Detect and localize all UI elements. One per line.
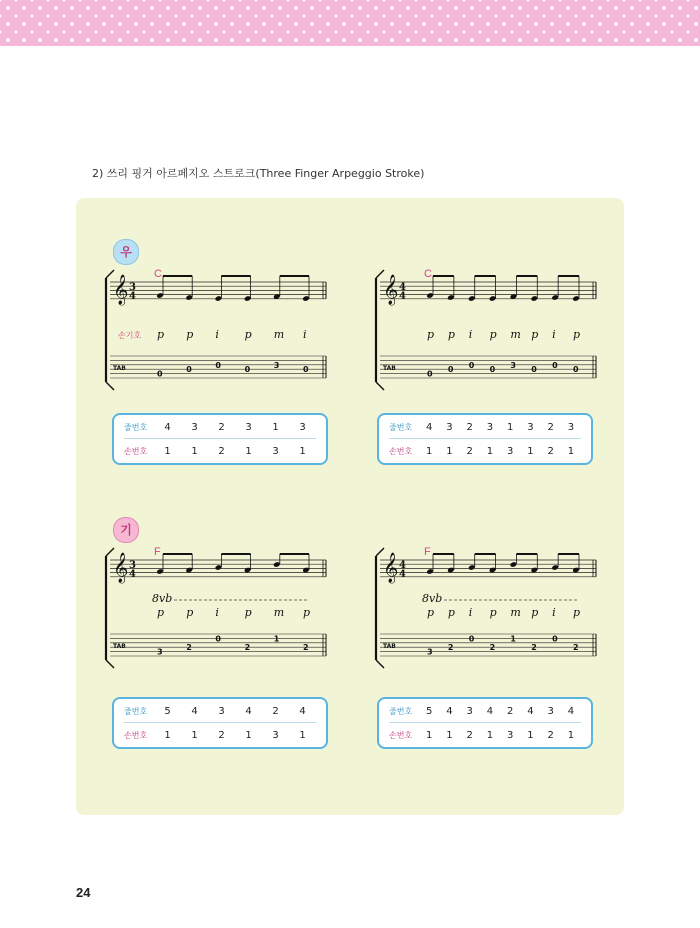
finger-value: 1 <box>245 445 252 457</box>
tab-number: 0 <box>157 369 163 379</box>
fret-value: 1 <box>506 421 514 433</box>
finger-value: 1 <box>527 445 534 457</box>
treble-clef-icon: 𝄞 <box>383 275 399 305</box>
tab-number: 0 <box>552 634 558 644</box>
tab-number: 0 <box>447 365 454 375</box>
score-exercise-3 <box>102 540 336 680</box>
fingering-table-4 <box>377 697 593 749</box>
time-signature-top: 3 <box>129 560 136 571</box>
fret-value: 2 <box>466 421 473 433</box>
fret-value: 4 <box>191 705 198 717</box>
treble-clef-icon: 𝄞 <box>383 553 399 583</box>
tab-number: 1 <box>273 634 280 644</box>
pick-letter: p <box>573 606 581 619</box>
fret-value: 3 <box>446 421 453 433</box>
finger-value: 1 <box>299 729 306 741</box>
pick-letter: p <box>157 606 165 619</box>
finger-value: 2 <box>466 445 473 457</box>
fret-value: 3 <box>567 421 575 433</box>
chord-name: F <box>424 546 431 558</box>
finger-value: 1 <box>299 445 306 457</box>
pick-letter: p <box>447 606 455 619</box>
finger-value: 1 <box>425 729 433 741</box>
fret-value: 4 <box>486 705 494 717</box>
tab-number: 1 <box>510 634 517 644</box>
tab-number: 2 <box>531 643 537 653</box>
time-signature-top: 4 <box>399 560 406 571</box>
pick-letter: p <box>427 606 435 619</box>
pick-letter: i <box>468 328 473 341</box>
finger-label: 손번호 <box>389 446 413 456</box>
tab-number: 3 <box>510 360 517 370</box>
finger-value: 3 <box>506 729 514 741</box>
finger-value: 1 <box>486 729 494 741</box>
finger-value: 2 <box>466 729 473 741</box>
pick-label: 손기호 <box>118 331 142 340</box>
fret-value: 3 <box>547 705 554 717</box>
pick-letter: i <box>215 606 219 619</box>
finger-label: 손번호 <box>124 446 148 456</box>
finger-value: 2 <box>218 445 225 457</box>
fret-value: 4 <box>425 421 433 433</box>
tab-number: 3 <box>157 647 163 657</box>
tab-number: 2 <box>303 643 309 653</box>
pick-letter: p <box>531 328 539 341</box>
fret-value: 3 <box>486 421 494 433</box>
time-signature-bottom: 4 <box>129 569 136 580</box>
pick-letter: p <box>303 606 311 619</box>
finger-value: 1 <box>164 445 171 457</box>
pick-letter: p <box>573 328 581 341</box>
bracket-hook <box>106 660 114 668</box>
pick-letter: p <box>447 328 455 341</box>
bracket-hook <box>376 382 384 390</box>
tab-number: 0 <box>531 365 537 375</box>
finger-value: 1 <box>527 729 534 741</box>
tab-number: 0 <box>186 365 192 375</box>
fret-value: 3 <box>466 705 473 717</box>
fret-value: 2 <box>272 705 279 717</box>
pick-letter: i <box>552 328 556 341</box>
pick-letter: p <box>489 606 497 619</box>
finger-value: 3 <box>272 729 279 741</box>
pick-letter: p <box>157 328 165 341</box>
chord-badge: 기 <box>113 517 139 543</box>
finger-row <box>389 440 581 462</box>
tab-number: 0 <box>489 365 496 375</box>
fret-value: 4 <box>527 705 534 717</box>
finger-label: 손번호 <box>389 730 413 740</box>
finger-value: 1 <box>425 445 433 457</box>
finger-value: 1 <box>486 445 494 457</box>
tab-number: 2 <box>489 643 496 653</box>
fret-value: 4 <box>164 421 171 433</box>
pick-letter: i <box>215 328 219 341</box>
fret-row <box>124 416 316 439</box>
pick-letter: m <box>510 606 521 619</box>
chord-name: C <box>154 268 162 280</box>
time-signature-top: 3 <box>129 282 136 293</box>
tab-number: 0 <box>215 634 221 644</box>
fret-value: 3 <box>527 421 534 433</box>
pick-letter: p <box>531 606 539 619</box>
time-signature-bottom: 4 <box>399 569 406 580</box>
bracket-hook <box>376 660 384 668</box>
score-exercise-2 <box>372 262 606 402</box>
tab-number: 3 <box>427 647 433 657</box>
fret-value: 3 <box>245 421 252 433</box>
score-exercise-1 <box>102 262 336 402</box>
fret-row <box>389 416 581 439</box>
fret-value: 2 <box>218 421 225 433</box>
octave-marking: 8vb <box>152 592 173 605</box>
fret-value: 3 <box>191 421 198 433</box>
tab-number: 0 <box>468 360 475 370</box>
fret-value: 2 <box>506 705 514 717</box>
chord-name: C <box>424 268 432 280</box>
tab-clef-icon: TAB <box>113 643 126 650</box>
tab-number: 2 <box>573 643 579 653</box>
finger-value: 3 <box>506 445 514 457</box>
chord-name: F <box>154 546 161 558</box>
time-signature-bottom: 4 <box>129 291 136 302</box>
tab-number: 0 <box>573 365 579 375</box>
tab-number: 3 <box>273 360 280 370</box>
finger-label: 손번호 <box>124 730 148 740</box>
pick-letter: m <box>510 328 521 341</box>
tab-number: 0 <box>215 360 221 370</box>
tab-number: 2 <box>244 643 251 653</box>
pick-letter: p <box>427 328 435 341</box>
fret-value: 5 <box>425 705 433 717</box>
fret-value: 3 <box>218 705 225 717</box>
finger-value: 1 <box>245 729 252 741</box>
pick-letter: i <box>303 328 307 341</box>
pick-letter: i <box>552 606 556 619</box>
section-title: 2) 쓰리 핑거 아르페지오 스트로크(Three Finger Arpeggio Stroke) <box>92 167 425 180</box>
time-signature-top: 4 <box>399 282 406 293</box>
finger-value: 1 <box>191 445 198 457</box>
pick-letter: m <box>273 328 285 341</box>
fingering-table-1 <box>112 413 328 465</box>
right-hand-badge: 우 <box>113 239 139 265</box>
tab-number: 0 <box>468 634 475 644</box>
fret-value: 3 <box>299 421 306 433</box>
tab-number: 2 <box>447 643 454 653</box>
tab-number: 0 <box>552 360 558 370</box>
tab-clef-icon: TAB <box>383 643 396 650</box>
octave-marking: 8vb <box>422 592 443 605</box>
fret-label: 줄번호 <box>389 706 413 716</box>
fret-value: 5 <box>164 705 171 717</box>
fret-value: 1 <box>272 421 279 433</box>
tab-number: 0 <box>244 365 251 375</box>
fret-label: 줄번호 <box>124 422 148 432</box>
treble-clef-icon: 𝄞 <box>113 275 129 305</box>
tab-number: 2 <box>186 643 192 653</box>
fret-row <box>124 700 316 723</box>
pick-letter: m <box>273 606 285 619</box>
finger-value: 3 <box>272 445 279 457</box>
finger-row <box>389 724 581 746</box>
tab-number: 0 <box>303 365 309 375</box>
decorative-star-band <box>0 0 700 46</box>
tab-clef-icon: TAB <box>383 365 396 372</box>
pick-letter: i <box>468 606 473 619</box>
fret-row <box>389 700 581 723</box>
fret-value: 4 <box>567 705 575 717</box>
pick-letter: p <box>244 328 252 341</box>
finger-row <box>124 440 316 462</box>
page-number: 24 <box>76 885 91 900</box>
fret-value: 4 <box>299 705 306 717</box>
treble-clef-icon: 𝄞 <box>113 553 129 583</box>
finger-value: 2 <box>547 445 554 457</box>
finger-value: 1 <box>567 729 575 741</box>
tab-clef-icon: TAB <box>113 365 126 372</box>
finger-value: 2 <box>218 729 225 741</box>
tab-number: 0 <box>427 369 433 379</box>
finger-value: 1 <box>446 445 453 457</box>
pick-letter: p <box>244 606 252 619</box>
pick-letter: p <box>186 606 194 619</box>
fingering-table-3 <box>112 697 328 749</box>
pick-letter: p <box>489 328 497 341</box>
fret-value: 4 <box>446 705 453 717</box>
score-exercise-4 <box>372 540 606 680</box>
fret-value: 2 <box>547 421 554 433</box>
finger-value: 1 <box>191 729 198 741</box>
fingering-table-2 <box>377 413 593 465</box>
finger-row <box>124 724 316 746</box>
finger-value: 1 <box>446 729 453 741</box>
bracket-hook <box>106 382 114 390</box>
finger-value: 1 <box>567 445 575 457</box>
finger-value: 2 <box>547 729 554 741</box>
pick-letter: p <box>186 328 194 341</box>
fret-label: 줄번호 <box>124 706 148 716</box>
fret-value: 4 <box>245 705 252 717</box>
finger-value: 1 <box>164 729 171 741</box>
time-signature-bottom: 4 <box>399 291 406 302</box>
fret-label: 줄번호 <box>389 422 413 432</box>
